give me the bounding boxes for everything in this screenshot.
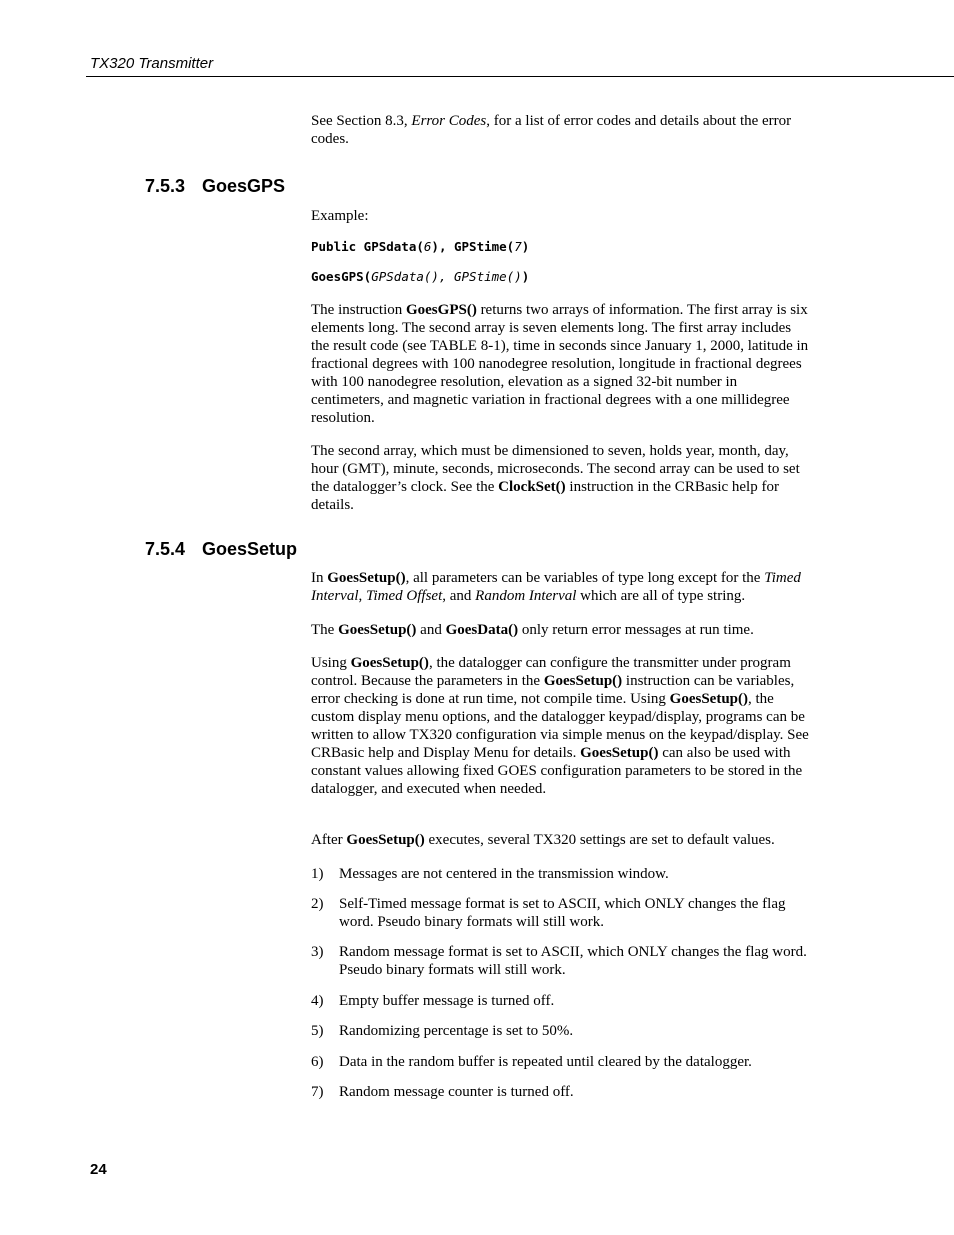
list-item: 2) Self-Timed message format is set to ASCII, which ONLY changes the flag word. Pseudo binary formats will still work. bbox=[311, 896, 786, 930]
intro-paragraph: See Section 8.3, Error Codes, for a list of error codes and details about the error codes. bbox=[311, 113, 792, 147]
code-line-declaration: Public GPSdata(6), GPStime(7) bbox=[311, 239, 530, 254]
header-rule bbox=[86, 76, 954, 77]
page-number: 24 bbox=[90, 1161, 107, 1178]
goessetup-parameters-paragraph: In GoesSetup(), all parameters can be variables of type long except for the Timed Interval, Timed Offset, and Random Interval which are all of type string. bbox=[311, 570, 801, 604]
running-header: TX320 Transmitter bbox=[90, 55, 214, 72]
goesgps-description-paragraph: The instruction GoesGPS() returns two arrays of information. The first array is six elements long. The second array is seven elements long. The first array includes the result code (see TABLE 8-1), time in seconds since January 1, 2000, latitude in fractional degrees with 100 nanodegree resolution, longitude in fractional degrees with 100 nanodegree resolution, elevation as a signed 32-bit number in centimeters, and magnetic variation in fractional degrees with a one millidegree resolution. bbox=[311, 302, 809, 426]
error-codes-reference: Error Codes bbox=[411, 113, 487, 129]
default-values-paragraph: After GoesSetup() executes, several TX320 settings are set to default values. bbox=[311, 832, 775, 848]
example-label: Example: bbox=[311, 208, 369, 224]
list-item: 3) Random message format is set to ASCII, which ONLY changes the flag word. Pseudo binary formats will still work. bbox=[311, 944, 807, 978]
section-7-5-3-heading: 7.5.3 GoesGPS bbox=[145, 176, 286, 196]
second-array-paragraph: The second array, which must be dimensioned to seven, holds year, month, day, hour (GMT), minute, seconds, microseconds. The second array can be used to set the datalogger’s clock. See the ClockSet() instruction in the CRBasic help for details. bbox=[311, 443, 800, 513]
list-item: 1) Messages are not centered in the transmission window. bbox=[311, 866, 669, 882]
list-item: 5) Randomizing percentage is set to 50%. bbox=[311, 1023, 574, 1039]
list-item: 7) Random message counter is turned off. bbox=[311, 1084, 574, 1100]
section-7-5-4-heading: 7.5.4 GoesSetup bbox=[145, 539, 298, 559]
error-messages-paragraph: The GoesSetup() and GoesData() only return error messages at run time. bbox=[311, 622, 754, 638]
program-control-paragraph: Using GoesSetup(), the datalogger can configure the transmitter under program control. Because the parameters in the GoesSetup() instruction can be variables, error checking is done at run time, not compile time. Using GoesSetup(), the custom display menu options, and the datalogger keypad/display, programs can be written to allow TX320 configuration via simple menus on the keypad/display. See CRBasic help and Display Menu for details. GoesSetup() can also be used with constant values allowing fixed GOES configuration parameters to be stored in the datalogger, and executed when needed. bbox=[311, 655, 809, 797]
list-item: 6) Data in the random buffer is repeated until cleared by the datalogger. bbox=[311, 1054, 752, 1070]
list-item: 4) Empty buffer message is turned off. bbox=[311, 993, 555, 1009]
code-line-goesgps-call: GoesGPS(GPSdata(), GPStime()) bbox=[311, 269, 530, 284]
